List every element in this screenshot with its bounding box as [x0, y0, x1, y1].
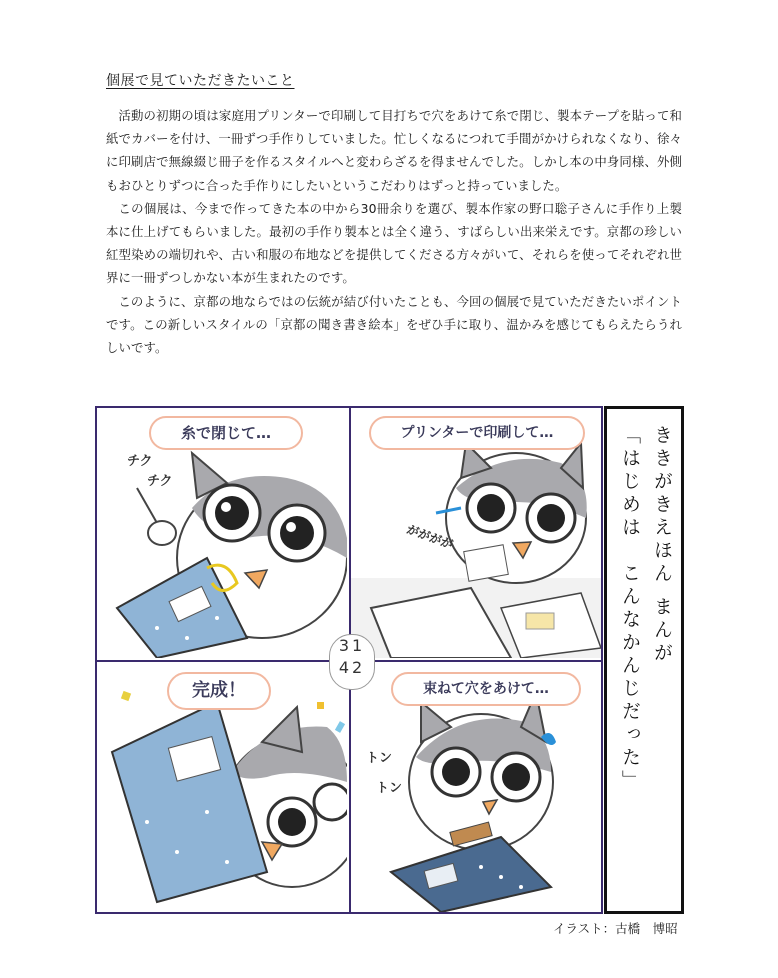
comic-title-line-1: ききがきえほん まんが: [651, 425, 673, 666]
panel-4-speech-balloon: 束ねて穴をあけて…: [391, 672, 581, 706]
comic-panel-1: [97, 408, 347, 658]
paragraph: このように、京都の地ならではの伝統が結び付いたことも、今回の個展で見ていただきたいポイントです。この新しいスタイルの「京都の聞き書き絵本」をぜひ手に取り、温かみを感じてもらえたらうれしいです。: [106, 293, 682, 356]
panel-4-sfx: トン: [376, 781, 403, 796]
panel-2-sfx: がががが: [404, 522, 455, 552]
paragraph: 活動の初期の頃は家庭用プリンターで印刷して目打ちで穴をあけて糸で閉じ、製本テープを貼って和紙でカバーを付け、一冊ずつ手作りしていました。忙しくなるにつれて手間がかけられなくなり、徐々に印刷店で無線綴じ冊子を作るスタイルへと変わらざるを得ませんでした。しかし本の中身同様、外側もおひとりずつに合った手作りにしたいというこだわりはずっと持っていました。: [106, 108, 682, 193]
panel-2-speech-balloon: プリンターで印刷して…: [369, 416, 585, 450]
section-heading: 個展で見ていただきたいこと: [106, 73, 295, 89]
comic-panel-4: [351, 662, 601, 912]
panel-1-sfx: チク: [147, 474, 173, 489]
panel-1-sfx: チク: [127, 454, 153, 469]
panel-4-sfx: トン: [366, 751, 393, 766]
comic-panel-3: [97, 662, 347, 912]
comic-panel-2: [351, 408, 601, 658]
comic-title-line-2: 「はじめは こんなかんじだった」: [619, 425, 641, 793]
panel-1-speech-balloon: 糸で閉じて…: [149, 416, 303, 450]
reading-order-marker: [329, 634, 375, 690]
reading-order-top: 31: [338, 636, 366, 655]
reading-order-bottom: 42: [338, 658, 366, 677]
paragraph: この個展は、今まで作ってきた本の中から30冊余りを選び、製本作家の野口聡子さんに手作り上製本に仕上げてもらいました。最初の手作り製本とは全く違う、すばらしい出来栄えです。京都の珍しい紅型染めの端切れや、古い和服の布地などを提供してくださる方々がいて、それらを使ってそれぞれ世界に一冊ずつしかない本が生まれたのです。: [106, 200, 682, 286]
comic-title-box: [604, 406, 684, 914]
illustration-credit: イラスト：古橋 博昭: [553, 921, 678, 936]
panel-3-speech-balloon: 完成！: [167, 672, 271, 710]
body-text: [106, 104, 682, 359]
comic-strip: [95, 406, 603, 914]
